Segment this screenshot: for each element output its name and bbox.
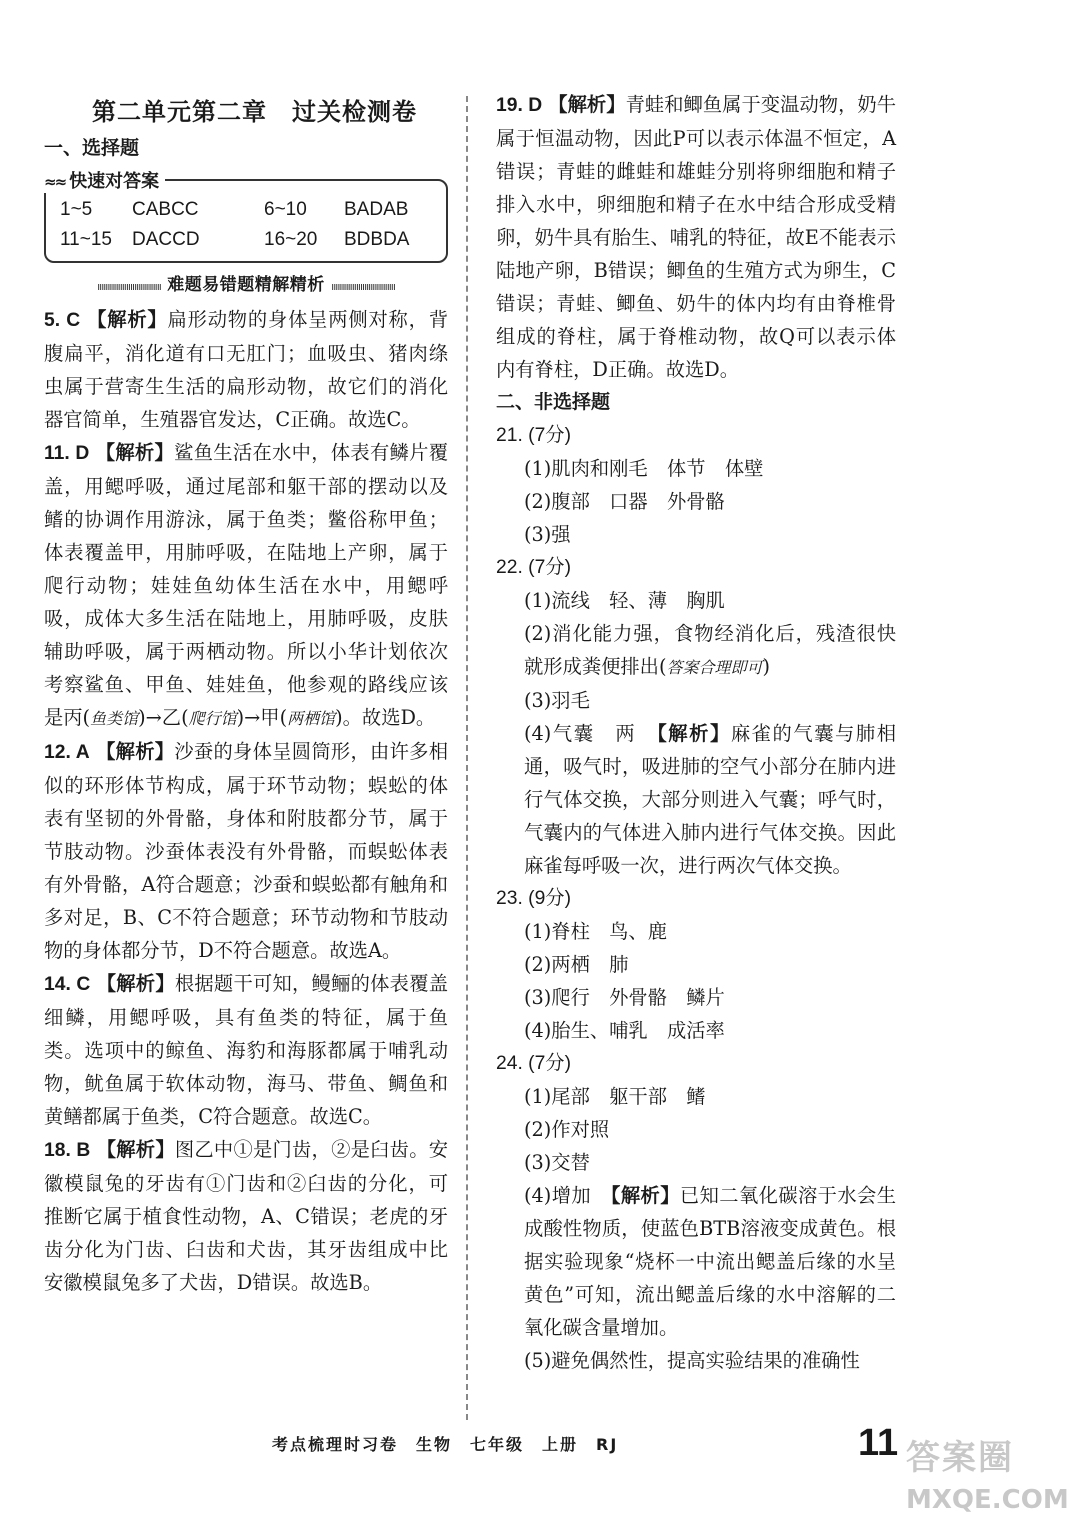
question-number: 14. C bbox=[44, 974, 91, 995]
analysis-tag: 【解析】 bbox=[610, 1184, 680, 1207]
range-label: 11~15 bbox=[60, 229, 112, 250]
question-number: 23. (9分) bbox=[496, 888, 572, 909]
answer-line: (3)交替 bbox=[524, 1151, 590, 1174]
answer-text: (2)消化能力强，食物经消化后，残渣很快就形成粪便排出( bbox=[524, 622, 896, 678]
answer-line: (1)尾部 躯干部 鳍 bbox=[524, 1085, 706, 1108]
analysis-text: 图乙中①是门齿，②是臼齿。安徽模鼠兔的牙齿有①门齿和②臼齿的分化，可推断它属于植食性动物，A、C错误；老虎的牙齿分化为门齿、臼齿和犬齿，其牙齿组成中比安徽模鼠兔多了犬齿，D错误。故选B。 bbox=[44, 1138, 449, 1294]
page-footer: 考点梳理时习卷 生物 七年级 上册 RJ bbox=[272, 1435, 619, 1454]
answer-line: (3)爬行 外骨骼 鳞片 bbox=[524, 986, 725, 1009]
analysis-tag: 【解析】 bbox=[96, 740, 175, 763]
analysis-text: )。故选D。 bbox=[335, 706, 436, 729]
answer-line: (1)肌肉和刚毛 体节 体壁 bbox=[524, 457, 764, 480]
quick-answer-row bbox=[60, 195, 434, 225]
answer-line: (5)避免偶然性，提高实验结果的准确性 bbox=[524, 1349, 860, 1372]
analysis-text: 鲨鱼生活在水中，体表有鳞片覆盖，用鳃呼吸，通过尾部和躯干部的摆动以及鳍的协调作用游泳，属于鱼类；鳖俗称甲鱼；体表覆盖甲，用肺呼吸，在陆地上产卵，属于爬行动物；娃娃鱼幼体生活在水中，用鳃呼吸，成体大多生活在陆地上，用肺呼吸，皮肤辅助呼吸，属于两栖动物。所以小华计划依次考察鲨鱼、甲鱼、娃娃鱼，他参观的路线应该是丙( bbox=[44, 441, 448, 729]
question-number: 19. D bbox=[496, 95, 543, 116]
answer-line: (3)羽毛 bbox=[524, 689, 590, 712]
answer-q11 bbox=[44, 436, 448, 735]
analysis-text: 青蛙和鲫鱼属于变温动物，奶牛属于恒温动物，因此P可以表示体温不恒定，A错误；青蛙的雌蛙和雄蛙分别将卵细胞和精子排入水中，卵细胞和精子在水中结合形成受精卵，奶牛具有胎生、哺乳的特征，故E不能表示陆地产卵，B错误；鲫鱼的生殖方式为卵生，C错误；青蛙、鲫鱼、奶牛的体内均有由脊椎骨组成的脊柱，属于脊椎动物，故Q可以表示体内有脊柱，D正确。故选D。 bbox=[496, 93, 896, 381]
answer-line: (1)流线 轻、薄 胸肌 bbox=[524, 589, 725, 612]
section-choice-heading: 一、选择题 bbox=[44, 137, 140, 159]
answer-q19 bbox=[496, 88, 896, 386]
answer-text: (4)增加 bbox=[524, 1184, 592, 1207]
question-number: 5. C bbox=[44, 310, 81, 331]
question-number: 24. (7分) bbox=[496, 1053, 572, 1074]
handwritten-note: 鱼类馆 bbox=[90, 709, 139, 728]
left-column bbox=[44, 132, 448, 1299]
answers: DACCD bbox=[132, 229, 200, 250]
range-label: 1~5 bbox=[60, 199, 93, 220]
analysis-text: 沙蚕的身体呈圆筒形，由许多相似的环形体节构成，属于环节动物；蜈蚣的体表有坚韧的外骨骼，身体和附肢都分节，属于节肢动物。沙蚕体表没有外骨骼，而蜈蚣体表有外骨骼，A符合题意；沙蚕和蜈蚣都有触角和多对足，B、C不符合题意；环节动物和节肢动物的身体都分节，D不符合题意。故选A。 bbox=[44, 740, 449, 962]
analysis-text: 已知二氧化碳溶于水会生成酸性物质，使蓝色BTB溶液变成黄色。根据实验现象“烧杯一中流出鳃盖后缘的水呈黄色”可知，流出鳃盖后缘的水中溶解的二氧化碳含量增加。 bbox=[524, 1184, 897, 1339]
question-number: 12. A bbox=[44, 742, 90, 763]
analysis-tag: 【解析】 bbox=[548, 93, 626, 116]
answers: CABCC bbox=[132, 199, 199, 220]
handwritten-note: 爬行馆 bbox=[188, 709, 237, 728]
quick-answer-box bbox=[44, 171, 448, 263]
answers: BADAB bbox=[344, 199, 409, 220]
answer-line: (2)两栖 肺 bbox=[524, 953, 629, 976]
analysis-tag: 【解析】 bbox=[657, 722, 731, 745]
analysis-text: )→乙( bbox=[138, 706, 189, 729]
question-number: 21. (7分) bbox=[496, 425, 572, 446]
answer-line: (2)作对照 bbox=[524, 1118, 610, 1141]
answers: BDBDA bbox=[344, 229, 410, 250]
analysis-subheading-text: 难题易错题精解精析 bbox=[167, 275, 325, 295]
analysis-text: 根据题干可知，鳗鲡的体表覆盖细鳞，用鳃呼吸，具有鱼类的特征，属于鱼类。选项中的鲸鱼、海豹和海豚都属于哺乳动物，鱿鱼属于软体动物，海马、带鱼、鲷鱼和黄鳝都属于鱼类，C符合题意。故选C。 bbox=[44, 972, 449, 1128]
analysis-text: 扁形动物的身体呈两侧对称，背腹扁平，消化道有口无肛门；血吸虫、猪肉绦虫属于营寄生生活的扁形动物，故它们的消化器官简单，生殖器官发达，C正确。故选C。 bbox=[44, 308, 449, 431]
answer-line: (4)胎生、哺乳 成活率 bbox=[524, 1019, 725, 1042]
decoration-left: ııııııııııııııııııııııııııııııı bbox=[97, 280, 161, 293]
right-column bbox=[496, 88, 896, 1377]
answer-line: (2)腹部 口器 外骨骼 bbox=[524, 490, 725, 513]
range-label: 16~20 bbox=[264, 229, 318, 250]
answer-q5 bbox=[44, 303, 448, 436]
answer-line: (3)强 bbox=[524, 523, 571, 546]
handwritten-note: 答案合理即可 bbox=[666, 658, 763, 677]
answer-text: ) bbox=[762, 655, 771, 678]
watermark-url: MXQE.COM bbox=[906, 1485, 1069, 1515]
answer-line: (1)脊柱 鸟、鹿 bbox=[524, 920, 667, 943]
answer-line bbox=[496, 617, 896, 684]
page-title: 第二单元第二章 过关检测卷 bbox=[92, 98, 417, 126]
answer-q12 bbox=[44, 735, 448, 967]
answer-q14 bbox=[44, 967, 448, 1133]
analysis-text: 麻雀的气囊与肺相通，吸气时，吸进肺的空气小部分在肺内进行气体交换，大部分则进入气囊；呼气时，气囊内的气体进入肺内进行气体交换。因此麻雀每呼吸一次，进行两次气体交换。 bbox=[524, 722, 897, 877]
answer-line bbox=[496, 717, 896, 882]
analysis-tag: 【解析】 bbox=[96, 1138, 175, 1161]
answer-q18 bbox=[44, 1133, 448, 1299]
quick-answer-heading bbox=[44, 167, 165, 193]
analysis-text: )→甲( bbox=[236, 706, 288, 729]
section-nonchoice-heading: 二、非选择题 bbox=[496, 391, 611, 413]
answer-line bbox=[496, 1179, 896, 1344]
question-number: 11. D bbox=[44, 443, 90, 464]
page-number: 11 bbox=[858, 1422, 899, 1464]
watermark bbox=[906, 1430, 1069, 1530]
quick-answer-label: 快速对答案 bbox=[69, 171, 160, 192]
watermark-text: 答案圈 bbox=[906, 1438, 1014, 1478]
question-number: 18. B bbox=[44, 1140, 91, 1161]
analysis-subheading bbox=[44, 269, 448, 303]
analysis-tag: 【解析】 bbox=[87, 308, 168, 331]
answer-text: (4)气囊 两 bbox=[524, 722, 637, 745]
handwritten-note: 两栖馆 bbox=[287, 709, 336, 728]
quick-answer-row bbox=[60, 225, 434, 255]
wave-icon: ≈≈ bbox=[44, 173, 66, 191]
decoration-right: ııııııııııııııııııııııııııııııı bbox=[331, 280, 395, 293]
question-number: 22. (7分) bbox=[496, 557, 572, 578]
column-divider bbox=[466, 96, 468, 1420]
range-label: 6~10 bbox=[264, 199, 307, 220]
analysis-tag: 【解析】 bbox=[95, 441, 175, 464]
analysis-tag: 【解析】 bbox=[96, 972, 175, 995]
